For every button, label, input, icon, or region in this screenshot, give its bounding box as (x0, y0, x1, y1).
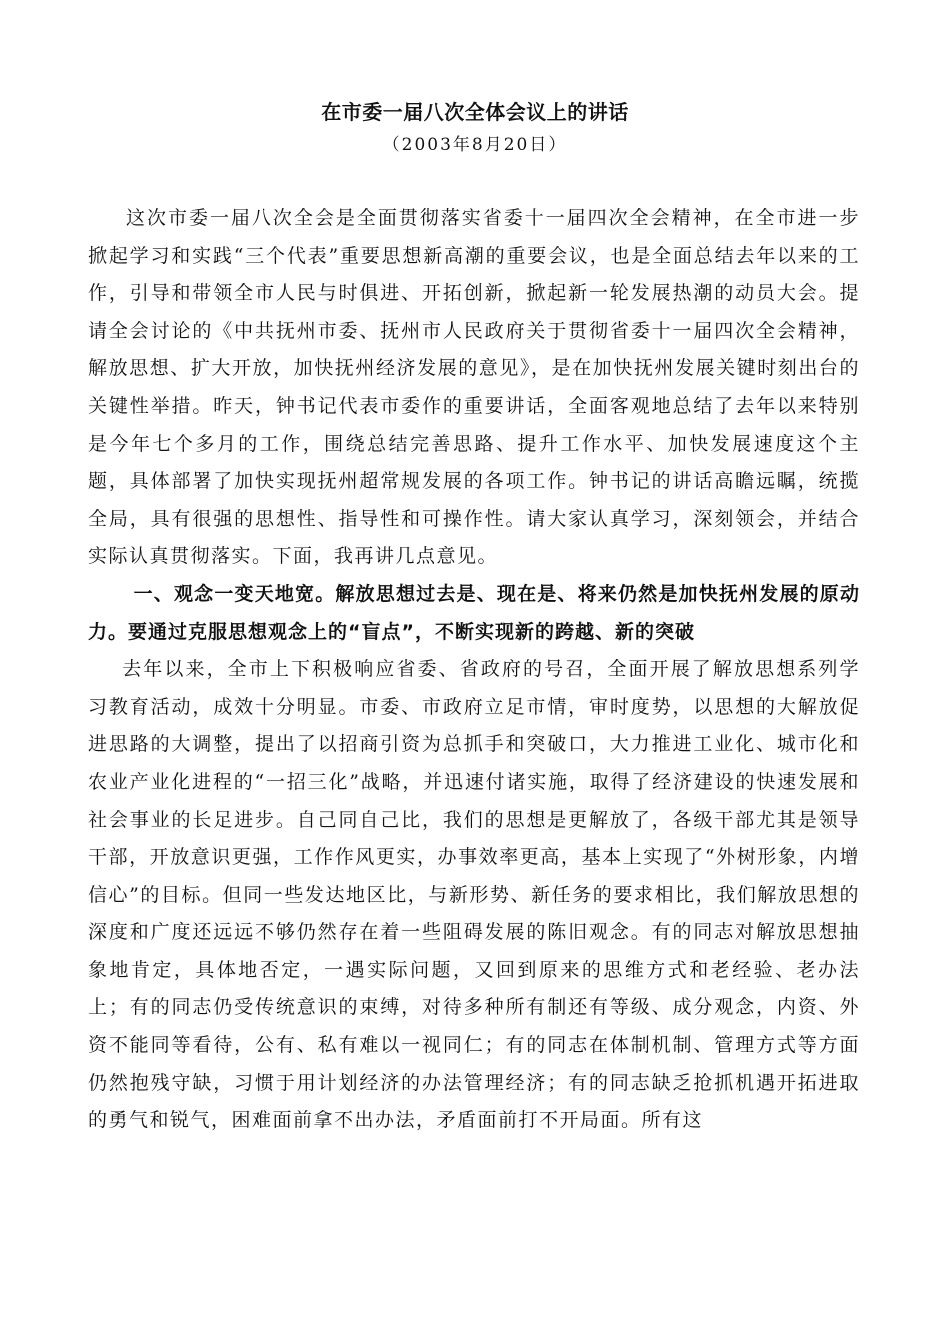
intro-paragraph: 这次市委一届八次全会是全面贯彻落实省委十一届四次全会精神，在全市进一步掀起学习和实践“三个代表”重要思想新高潮的重要会议，也是全面总结去年以来的工作，引导和带领全市人民与时俱进、开拓创新，掀起新一轮发展热潮的动员大会。提请全会讨论的《中共抚州市委、抚州市人民政府关于贯彻省委十一届四次全会精神，解放思想、扩大开放，加快抚州经济发展的意见》，是在加快抚州发展关键时刻出台的关键性举措。昨天，钟书记代表市委作的重要讲话，全面客观地总结了去年以来特别是今年七个多月的工作，围绕总结完善思路、提升工作水平、加快发展速度这个主题，具体部署了加快实现抚州超常规发展的各项工作。钟书记的讲话高瞻远瞩，统揽全局，具有很强的思想性、指导性和可操作性。请大家认真学习，深刻领会，并结合实际认真贯彻落实。下面，我再讲几点意见。 (88, 207, 860, 568)
section-1-heading: 一、观念一变天地宽。解放思想过去是、现在是、将来仍然是加快抚州发展的原动力。要通过克服思想观念上的“盲点”，不断实现新的跨越、新的突破 (88, 582, 860, 643)
document-date: （2003年8月20日） (382, 135, 568, 155)
section-1-paragraph: 去年以来，全市上下积极响应省委、省政府的号召，全面开展了解放思想系列学习教育活动，成效十分明显。市委、市政府立足市情，审时度势，以思想的大解放促进思路的大调整，提出了以招商引资为总抓手和突破口，大力推进工业化、城市化和农业产业化进程的“一招三化”战略，并迅速付诸实施，取得了经济建设的快速发展和社会事业的长足进步。自己同自己比，我们的思想是更解放了，各级干部尤其是领导干部，开放意识更强，工作作风更实，办事效率更高，基本上实现了“外树形象，内增信心”的目标。但同一些发达地区比，与新形势、新任务的要求相比，我们解放思想的深度和广度还远远不够仍然存在着一些阻碍发展的陈旧观念。有的同志对解放思想抽象地肯定，具体地否定，一遇实际问题，又回到原来的思维方式和老经验、老办法上；有的同志仍受传统意识的束缚，对待多种所有制还有等级、成分观念，内资、外资不能同等看待，公有、私有难以一视同仁；有的同志在体制机制、管理方式等方面仍然抱残守缺，习惯于用计划经济的办法管理经济；有的同志缺乏抢抓机遇开拓进取的勇气和锐气，困难面前拿不出办法，矛盾面前打不开局面。所有这 (88, 658, 860, 1132)
document-body (88, 200, 860, 1140)
document-title: 在市委一届八次全体会议上的讲话 (321, 100, 629, 124)
